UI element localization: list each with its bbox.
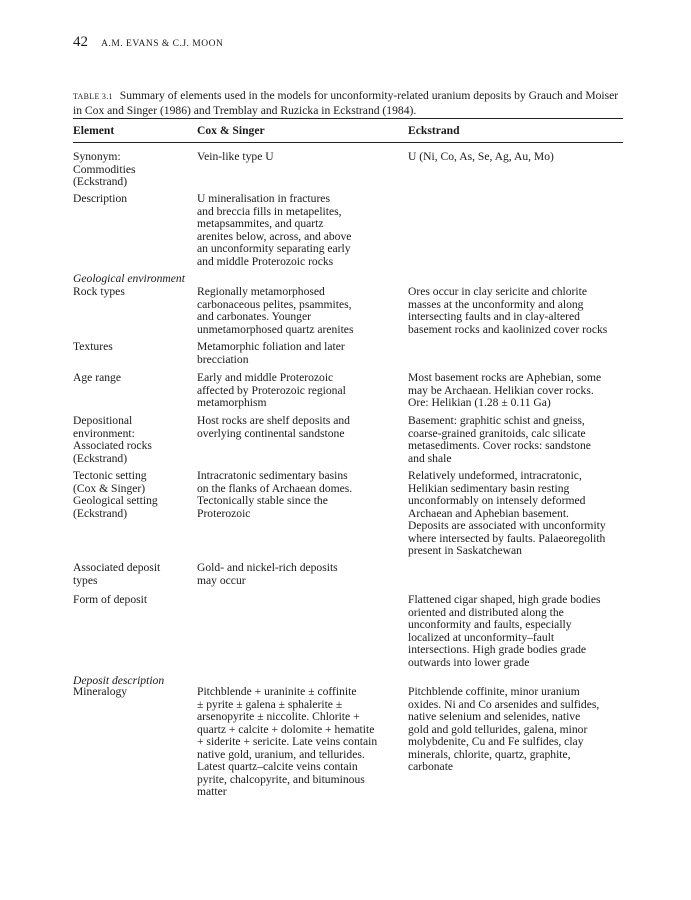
row-age-range-cox-singer: Early and middle Proterozoic affected by Proterozoic regional metamorphism [197,371,346,409]
row-form-of-deposit-element: Form of deposit [73,593,148,606]
row-rock-types-eckstrand: Ores occur in clay sericite and chlorite masses at the unconformity and along intersecting faults and in clay-altered basement rocks and kaolinized cover rocks [408,285,608,336]
row-age-range-eckstrand: Most basement rocks are Aphebian, some may be Archaean. Helikian cover rocks. Ore: Helikian (1.28 ± 0.11 Ga) [408,371,602,409]
running-title: A.M. EVANS & C.J. MOON [101,39,224,49]
table-header-rule [73,142,623,143]
row-mineralogy-element: Mineralogy [73,685,128,698]
row-age-range-element: Age range [73,371,121,384]
row-textures-element: Textures [73,340,113,353]
row-description-element: Description [73,192,128,205]
caption-text: Summary of elements used in the models for unconformity-related uranium deposits by Grauch and Moiser in Cox and Singer (1986) and Tremblay and Ruzicka in Eckstrand (1984). [73,89,619,117]
column-header-eckstrand: Eckstrand [408,124,460,137]
running-head [73,34,223,51]
row-associated-deposit-types-element: Associated deposit types [73,561,161,587]
section-deposit-description: Deposit description [73,674,165,687]
row-depositional-environment-eckstrand: Basement: graphitic schist and gneiss, coarse-grained granitoids, calc silicate metasediments. Cover rocks: sandstone and shale [408,414,591,465]
row-textures-cox-singer: Metamorphic foliation and later brecciation [197,340,345,366]
section-geological-environment: Geological environment [73,272,185,285]
table-caption [73,89,623,118]
row-synonym-eckstrand: U (Ni, Co, As, Se, Ag, Au, Mo) [408,150,554,163]
column-header-cox-singer: Cox & Singer [197,124,265,137]
row-rock-types-cox-singer: Regionally metamorphosed carbonaceous pelites, psammites, and carbonates. Younger unmetamorphosed quartz arenites [197,285,354,336]
row-rock-types-element: Rock types [73,285,125,298]
row-form-of-deposit-eckstrand: Flattened cigar shaped, high grade bodies oriented and distributed along the unconformity and faults, especially localized at unconformity–fault intersections. High grade bodies grade outwards into lower grade [408,593,601,669]
row-tectonic-setting-eckstrand: Relatively undeformed, intracratonic, Helikian sedimentary basin resting unconformably on intensely deformed Archaean and Aphebian basement. Deposits are associated with unconformity where intersected by faults. Palaeoregolith present in Saskatchewan [408,469,606,557]
row-mineralogy-eckstrand: Pitchblende coffinite, minor uranium oxides. Ni and Co arsenides and sulfides, native selenium and selenides, native gold and gold tellurides, galena, minor molybdenite, Cu and Fe sulfides, clay minerals, chlorite, quartz, graphite, carbonate [408,685,600,773]
row-depositional-environment-cox-singer: Host rocks are shelf deposits and overlying continental sandstone [197,414,350,440]
row-mineralogy-cox-singer: Pitchblende + uraninite ± coffinite ± pyrite ± galena ± sphalerite ± arsenopyrite ± niccolite. Chlorite + quartz + calcite + dolomite + hematite + siderite + sericite. Late veins contain native gold, uranium, and tellurides. Latest quartz–calcite veins contain pyrite, chalcopyrite, and bituminous matter [197,685,378,798]
table-label: TABLE 3.1 [73,92,113,101]
row-description-cox-singer: U mineralisation in fractures and breccia fills in metapelites, metapsammites, and quartz arenites below, across, and above an unconformity separating early and middle Proterozoic rocks [197,192,352,268]
row-depositional-environment-element: Depositional environment: Associated rocks (Eckstrand) [73,414,152,465]
row-associated-deposit-types-cox-singer: Gold- and nickel-rich deposits may occur [197,561,338,587]
row-tectonic-setting-element: Tectonic setting (Cox & Singer) Geological setting (Eckstrand) [73,469,158,520]
row-tectonic-setting-cox-singer: Intracratonic sedimentary basins on the flanks of Archaean domes. Tectonically stable since the Proterozoic [197,469,353,520]
table-top-rule [73,118,623,119]
page-number: 42 [73,34,88,50]
row-synonym-element: Synonym: Commodities (Eckstrand) [73,150,136,188]
column-header-element: Element [73,124,115,137]
row-synonym-cox-singer: Vein-like type U [197,150,274,163]
